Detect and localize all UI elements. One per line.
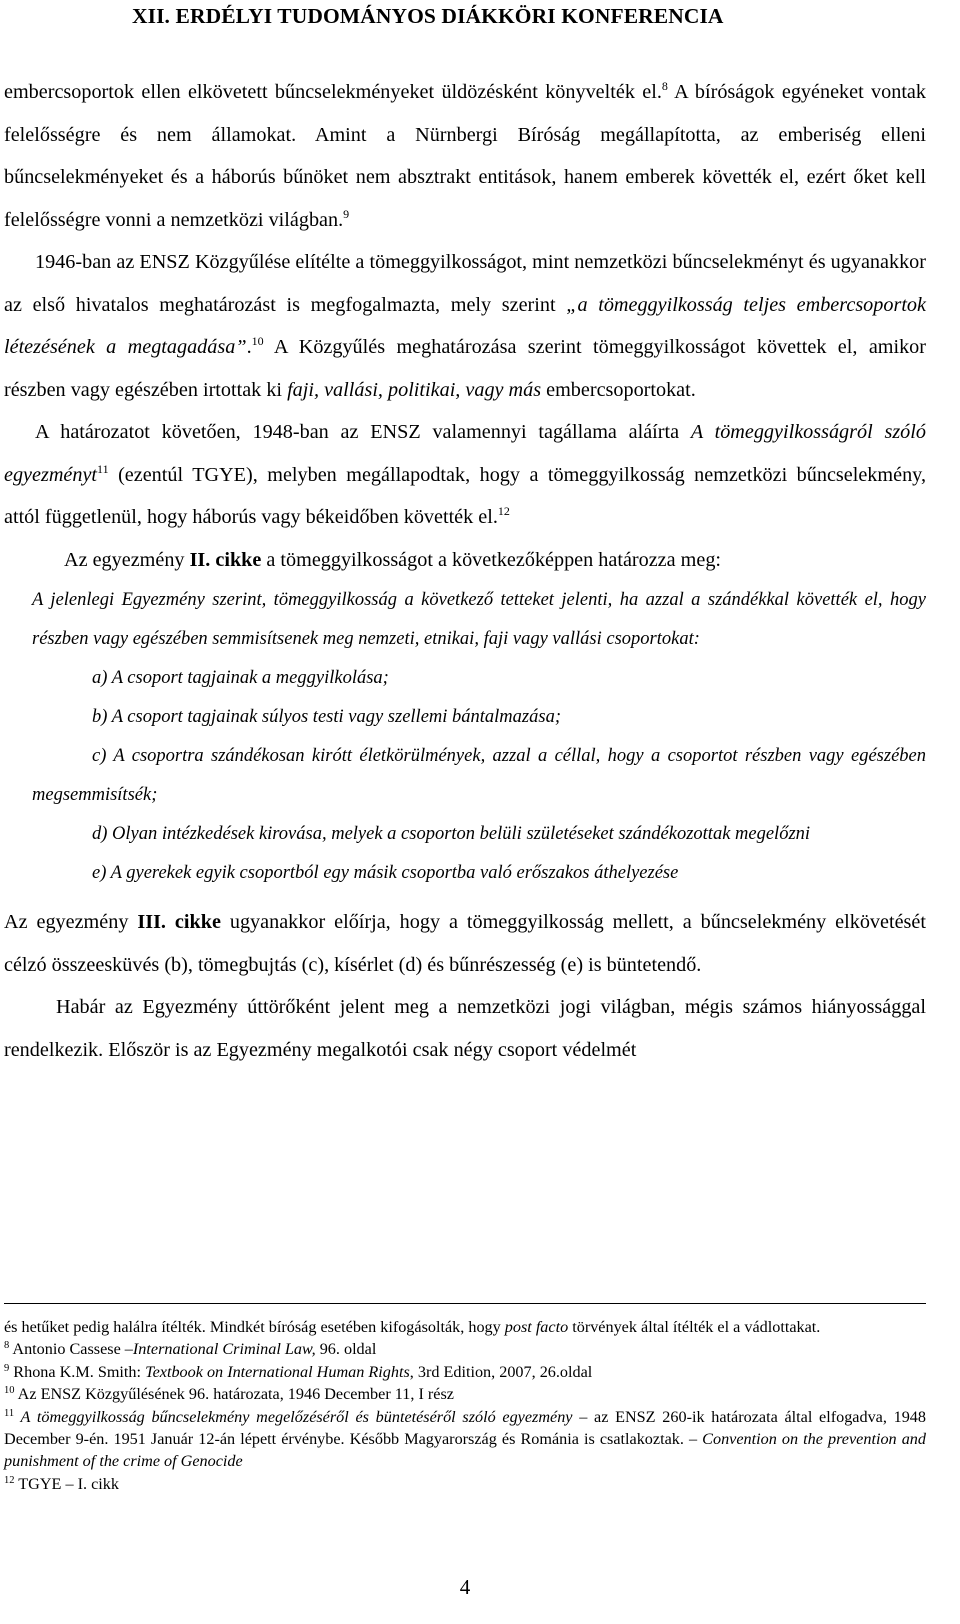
page-number: 4: [459, 1575, 471, 1599]
footnote-10: [4, 1383, 926, 1405]
quote-intro: A jelenlegi Egyezmény szerint, tömeggyilkosság a következő tetteket jelenti, ha azzal a szándékkal követték el, hogy részben vagy egészében semmisítsenek meg nemzeti, etnikai, faji vagy vallási csoportokat:: [32, 590, 926, 649]
text-run: Antonio Cassese –: [9, 1340, 133, 1359]
text-run: – az ENSZ 260-ik határozata által elfogadva, 1948 December 9-én. 1951 Január 12-án lépett érvénybe. Később Magyarország és Románia is csatlakoztak. –: [4, 1407, 926, 1449]
paragraph: Habár az Egyezmény úttörőként jelent meg a nemzetközi jogi világban, mégis számos hiányossággal rendelkezik. Először is az Egyezmény megalkotói csak négy csoport védelmét: [4, 996, 926, 1061]
text-run: Az egyezmény: [4, 911, 138, 933]
paragraph: 1946-ban az ENSZ Közgyűlése elítélte a tömeggyilkosságot, mint nemzetközi bűncselekményt és ugyanakkor az első hivatalos meghatározást is megfogalmazta, mely szerint „a tömeggyilkosság teljes embercsoportok létezésének a megtagadása”.$^{10}$ A Közgyűlés meghatározása szerint tömeggyilkosságot követtek el, amikor részben vagy egészében irtottak ki faji, vallási, politikai, vagy más embercsoportokat.: [4, 251, 926, 401]
footnote-ref[interactable]: 12: [497, 504, 510, 518]
italic-run: faji, vallási, politikai, vagy más: [287, 378, 542, 401]
footnote-ref[interactable]: 10: [251, 334, 264, 348]
text-run: Az egyezmény: [64, 548, 190, 571]
running-header: XII. ERDÉLYI TUDOMÁNYOS DIÁKKÖRI KONFERENCIA: [132, 4, 724, 28]
footnotes: [4, 1316, 926, 1495]
quote-item-a: a) A csoport tagjainak a meggyilkolása;: [92, 668, 389, 688]
convention-quote: [4, 581, 926, 893]
footnote-12: [4, 1473, 926, 1495]
text-run: és hetűket pedig halálra ítélték. Mindkét bíróság esetében kifogásolták, hogy: [4, 1318, 505, 1336]
footnote-ref[interactable]: 8: [661, 79, 668, 93]
footnote-11: [4, 1406, 926, 1473]
footnote-number: 12: [4, 1474, 15, 1486]
text-run: Rhona K.M. Smith:: [9, 1362, 146, 1381]
text-run: Az ENSZ Közgyűlésének 96. határozata, 1946 December 11, I rész: [14, 1385, 454, 1404]
paragraph: [4, 539, 926, 582]
footnote-ref[interactable]: 11: [97, 461, 109, 476]
quoted-definition: „a tömeggyilkosság teljes embercsoportok létezésének a megtagadása”: [4, 293, 926, 358]
italic-run: International Criminal Law,: [132, 1340, 316, 1359]
quote-item-d: d) Olyan intézkedések kirovása, melyek a csoporton belüli születéseket szándékozottak megelőzni: [92, 824, 811, 844]
text-run: embercsoportok ellen elkövetett bűncselekményeket üldözésként könyvelték el.: [4, 81, 662, 103]
article-ref: III. cikke: [137, 911, 221, 933]
footnote-separator: [4, 1303, 926, 1304]
main-text: [4, 71, 926, 1071]
italic-run: Convention on the prevention and punishment of the crime of Genocide: [4, 1430, 926, 1471]
italic-run: A tömeggyilkosság bűncselekmény megelőzéséről és büntetéséről szóló egyezmény: [14, 1407, 573, 1426]
paragraph: [4, 901, 926, 986]
text-run: embercsoportokat.: [541, 378, 696, 401]
convention-title: A tömeggyilkosságról szóló egyezményt: [4, 421, 926, 486]
text-run: 1946-ban az ENSZ Közgyűlése elítélte a tömeggyilkosságot, mint nemzetközi bűncselekményt és ugyanakkor az első hivatalos meghatározást is megfogalmazta, mely szerint: [4, 251, 926, 316]
text-run: A határozatot követően, 1948-ban az ENSZ valamennyi tagállama aláírta: [35, 421, 691, 443]
italic-run: post facto: [504, 1318, 569, 1336]
paragraph: [4, 71, 926, 241]
text-run: ugyanakkor előírja, hogy a tömeggyilkosság mellett, a bűncselekmény elkövetését célzó összeesküvés (b), tömegbujtás (c), kísérlet (d) és bűnrészesség (e) is büntetendő.: [4, 911, 926, 976]
quote-item-b: b) A csoport tagjainak súlyos testi vagy szellemi bántalmazása;: [92, 707, 561, 727]
quote-item-e: e) A gyerekek egyik csoportból egy másik csoportba való erőszakos áthelyezése: [92, 863, 679, 883]
text-run: , 3rd Edition, 2007, 26.oldal: [409, 1362, 593, 1381]
text-run: 96. oldal: [315, 1340, 377, 1359]
italic-run: Textbook on International Human Rights: [145, 1362, 410, 1381]
quote-item-c: c) A csoportra szándékosan kirótt életkörülmények, azzal a céllal, hogy a csoportot részben vagy egészében megsemmisítsék;: [32, 746, 926, 805]
text-run: a tömeggyilkosságot a következőképpen határozza meg:: [261, 548, 722, 571]
text-run: A bíróságok egyéneket vontak felelősségre és nem államokat. Amint a Nürnbergi Bíróság megállapította, az emberiség elleni bűncselekményeket és a háborús bűnöket nem absztrakt entitások, hanem emberek követték el, ezért őket kell felelősségre vonni a nemzetközi világban.: [4, 81, 926, 231]
text-run: TGYE – I. cikk: [14, 1474, 119, 1493]
footnote-number: 9: [4, 1362, 10, 1374]
footnote-9: [4, 1361, 926, 1383]
footnote-ref[interactable]: 9: [343, 206, 350, 221]
footnote-number: 11: [4, 1407, 15, 1419]
text-run: A Közgyűlés meghatározása szerint tömeggyilkosságot követtek el, amikor részben vagy egészében irtottak ki: [4, 336, 926, 401]
article-ref: II. cikke: [189, 548, 262, 571]
footnote-8: [4, 1338, 926, 1360]
footnote-continuation: [4, 1316, 926, 1338]
text-run: (ezentúl TGYE), melyben megállapodtak, hogy a tömeggyilkosság nemzetközi bűncselekmény, attól függetlenül, hogy háborús vagy békeidőben követték el.: [4, 463, 926, 528]
footnote-number: 10: [4, 1385, 15, 1397]
footnote-number: 8: [4, 1340, 10, 1352]
text-run: törvények által ítélték el a vádlottakat.: [568, 1318, 821, 1336]
paragraph: [4, 411, 926, 539]
